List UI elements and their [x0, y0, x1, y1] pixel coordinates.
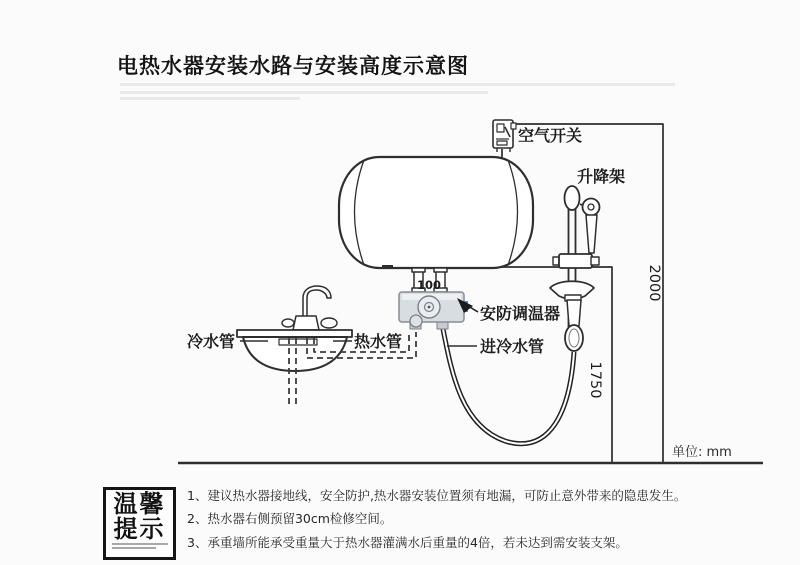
badge-fineprint-line: [112, 543, 168, 545]
pipe-spacing-label: 100: [416, 278, 442, 292]
unit-label: 单位: mm: [672, 445, 732, 460]
page-title: 电热水器安装水路与安装高度示意图: [117, 54, 469, 78]
badge-fineprint-line: [112, 547, 156, 549]
cold-pipe-label: 冷水管: [187, 332, 236, 351]
sink-basin: [237, 286, 352, 371]
air-switch-icon: [493, 120, 516, 152]
lift-rack-label: 升降架: [577, 167, 626, 186]
warm-tips-badge: [103, 487, 176, 560]
installation-notes: [187, 489, 772, 559]
dimension-1750-value: 1750: [587, 361, 603, 399]
cold-inlet-pipe-label: 进冷水管: [480, 337, 545, 356]
hot-pipe-label: 热水管: [354, 332, 403, 351]
warm-tips-badge-line2: 提示: [113, 514, 166, 543]
water-heater-tank: [339, 157, 533, 268]
shower-rail: [550, 186, 600, 351]
note-item-1: 1、建议热水器接地线，安全防护,热水器安装位置须有地漏，可防止意外带来的隐患发生。: [187, 488, 687, 503]
warm-tips-badge-line1: 温馨: [113, 490, 166, 518]
thermostat-device: [399, 292, 468, 329]
note-item-3: 3、承重墙所能承受重量大于热水器灌满水后重量的4倍，若未达到需安装支架。: [187, 534, 628, 550]
air-switch-label: 空气开关: [518, 126, 583, 145]
thermostat-label: 安防调温器: [480, 304, 561, 323]
dimension-2000-value: 2000: [646, 264, 662, 302]
note-item-2: 2、热水器右侧预留30cm检修空间。: [187, 511, 393, 527]
